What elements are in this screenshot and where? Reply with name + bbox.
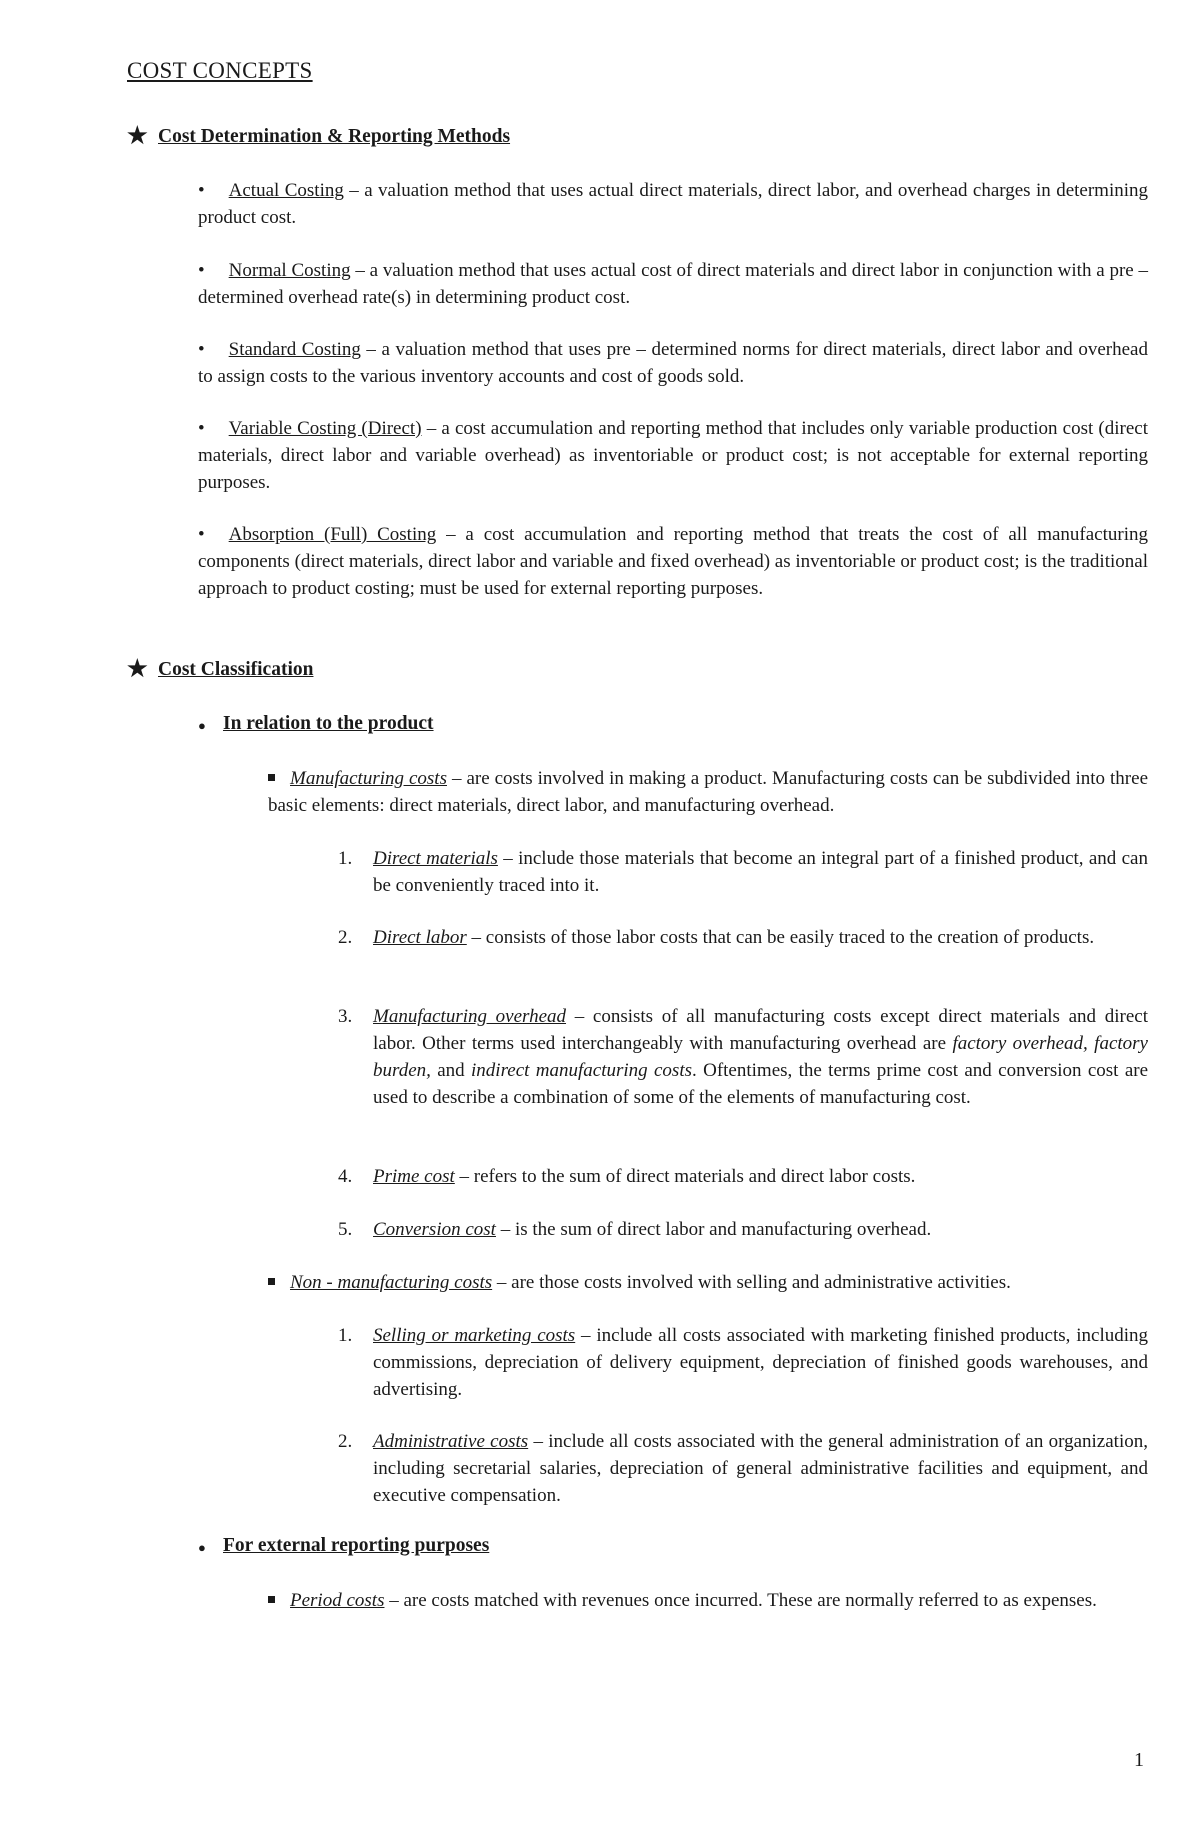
bullet-icon: • xyxy=(198,418,205,439)
list-item: • Normal Costing – a valuation method that uses actual cost of direct materials and direct labor in conjunction with a pre – determined overhead rate(s) in determining product cost. xyxy=(198,257,1148,311)
term: Normal Costing xyxy=(228,260,351,281)
term: Period costs xyxy=(290,1590,385,1611)
term: Manufacturing costs xyxy=(290,768,447,789)
item-number: 2. xyxy=(338,1431,353,1452)
term: Conversion cost xyxy=(373,1219,496,1240)
list-item: • Variable Costing (Direct) – a cost accumulation and reporting method that includes only variable production cost (direct materials, direct labor and variable overhead) as inventoriable or product cost; is not acceptable for external reporting purposes. xyxy=(198,415,1148,496)
item-number: 5. xyxy=(338,1219,353,1240)
page-title: COST CONCEPTS xyxy=(127,58,313,83)
list-item: Direct materials – include those materials that become an integral part of a finished product, and can be conveniently traced into it. xyxy=(373,848,1148,896)
list-item: Prime cost – refers to the sum of direct materials and direct labor costs. xyxy=(373,1166,916,1187)
square-bullet-icon xyxy=(268,1278,275,1285)
bullet-icon: • xyxy=(198,339,205,360)
square-bullet-icon xyxy=(268,1596,275,1603)
bullet-icon: ● xyxy=(198,1540,206,1555)
period-costs-paragraph: Period costs – are costs matched with revenues once incurred. These are normally referred to as expenses. xyxy=(268,1587,1148,1614)
list-item: • Actual Costing – a valuation method that uses actual direct materials, direct labor, and overhead charges in determining product cost. xyxy=(198,177,1148,231)
term: Absorption (Full) Costing xyxy=(228,524,437,545)
item-number: 2. xyxy=(338,927,353,948)
term: Selling or marketing costs xyxy=(373,1325,576,1346)
list-item: Conversion cost – is the sum of direct labor and manufacturing overhead. xyxy=(373,1219,932,1240)
list-item: Selling or marketing costs – include all costs associated with marketing finished products, including commissions, depreciation of delivery equipment, depreciation of finished goods warehouses, and advertising. xyxy=(373,1325,1148,1400)
bullet-icon: • xyxy=(198,180,205,201)
list-item: Direct labor – consists of those labor costs that can be easily traced to the creation of products. xyxy=(373,927,1095,948)
term: Direct labor xyxy=(373,927,467,948)
bullet-icon: ● xyxy=(198,718,206,733)
term: Administrative costs xyxy=(373,1431,529,1452)
term: Direct materials xyxy=(373,848,498,869)
list-item: Manufacturing overhead – consists of all manufacturing costs except direct materials and direct labor. Other terms used interchangeably with manufacturing overhead are factory overhead, factory burden, and indirect manufacturing costs. Oftentimes, the terms prime cost and conversion cost are used to describe a combination of some of the elements of manufacturing cost. xyxy=(373,1006,1149,1108)
square-bullet-icon xyxy=(268,774,275,781)
term: Prime cost xyxy=(373,1166,455,1187)
bullet-icon: • xyxy=(198,524,205,545)
star-icon: ★ xyxy=(127,123,148,148)
term: Actual Costing xyxy=(228,180,344,201)
page-number: 1 xyxy=(1134,1749,1144,1771)
item-number: 3. xyxy=(338,1006,353,1027)
star-icon: ★ xyxy=(127,656,148,681)
list-item: Administrative costs – include all costs associated with the general administration of an organization, including secretarial salaries, depreciation of general administrative facilities and equipment, and executive compensation. xyxy=(373,1431,1148,1506)
item-number: 4. xyxy=(338,1166,353,1187)
section-heading-methods: ★ Cost Determination & Reporting Methods xyxy=(127,123,511,148)
item-number: 1. xyxy=(338,848,353,869)
non-manufacturing-costs-paragraph: Non - manufacturing costs – are those costs involved with selling and administrative activities. xyxy=(268,1269,1148,1296)
manufacturing-costs-paragraph: Manufacturing costs – are costs involved in making a product. Manufacturing costs can be subdivided into three basic elements: direct materials, direct labor, and manufacturing overhead. xyxy=(268,768,1149,816)
item-number: 1. xyxy=(338,1325,353,1346)
list-item: • Standard Costing – a valuation method that uses pre – determined norms for direct materials, direct labor and overhead to assign costs to the various inventory accounts and cost of goods sold. xyxy=(198,336,1148,390)
term: Non - manufacturing costs xyxy=(290,1272,493,1293)
subheading-product: ● In relation to the product xyxy=(198,713,434,734)
term: Variable Costing (Direct) xyxy=(228,418,422,439)
bullet-icon: • xyxy=(198,260,205,281)
term: Manufacturing overhead xyxy=(373,1006,567,1027)
section-heading-classification: ★ Cost Classification xyxy=(127,656,314,681)
subheading-external: ● For external reporting purposes xyxy=(198,1535,490,1556)
list-item: • Absorption (Full) Costing – a cost accumulation and reporting method that treats the cost of all manufacturing components (direct materials, direct labor and variable and fixed overhead) as inventoriable or product cost; is the traditional approach to product costing; must be used for external reporting purposes. xyxy=(198,521,1148,602)
term: Standard Costing xyxy=(228,339,361,360)
